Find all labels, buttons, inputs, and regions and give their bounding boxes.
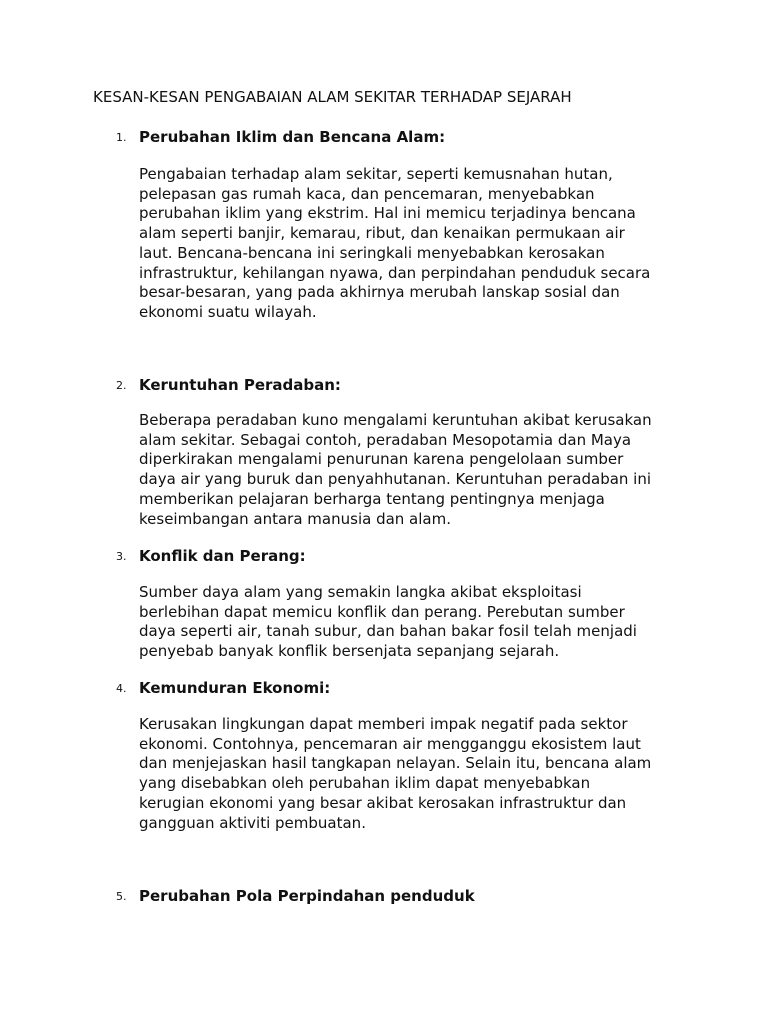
- paragraph-line: yang disebabkan oleh perubahan iklim dapat menyebabkan: [139, 774, 591, 793]
- section-heading: Perubahan Pola Perpindahan penduduk: [139, 887, 475, 905]
- paragraph-line: berlebihan dapat memicu konflik dan perang. Perebutan sumber: [139, 602, 625, 621]
- paragraph-line: ekonomi. Contohnya, pencemaran air mengganggu ekosistem laut: [139, 734, 641, 753]
- section-heading: Kemunduran Ekonomi:: [139, 679, 331, 697]
- list-number: 5.: [116, 890, 127, 903]
- paragraph-line: penyebab banyak konflik bersenjata sepanjang sejarah.: [139, 642, 560, 661]
- section-paragraph: [139, 715, 699, 833]
- section-heading: Keruntuhan Peradaban:: [139, 376, 341, 394]
- paragraph-line: alam seperti banjir, kemarau, ribut, dan kenaikan permukaan air: [139, 224, 625, 243]
- paragraph-line: daya air yang buruk dan penyahhutanan. Keruntuhan peradaban ini: [139, 470, 652, 489]
- list-number: 1.: [116, 131, 127, 144]
- paragraph-line: pelepasan gas rumah kaca, dan pencemaran, menyebabkan: [139, 184, 595, 203]
- paragraph-line: memberikan pelajaran berharga tentang pentingnya menjaga: [139, 489, 605, 508]
- paragraph-line: dan menjejaskan hasil tangkapan nelayan. Selain itu, bencana alam: [139, 754, 652, 773]
- paragraph-line: perubahan iklim yang ekstrim. Hal ini memicu terjadinya bencana: [139, 204, 636, 223]
- paragraph-line: Kerusakan lingkungan dapat memberi impak negatif pada sektor: [139, 715, 628, 733]
- paragraph-line: alam sekitar. Sebagai contoh, peradaban Mesopotamia dan Maya: [139, 430, 632, 449]
- list-number: 3.: [116, 550, 127, 563]
- list-number: 2.: [116, 379, 127, 392]
- document-title: KESAN-KESAN PENGABAIAN ALAM SEKITAR TERHADAP SEJARAH: [93, 88, 572, 106]
- paragraph-line: keseimbangan antara manusia dan alam.: [139, 509, 451, 528]
- paragraph-line: ekonomi suatu wilayah.: [139, 302, 317, 321]
- paragraph-line: Sumber daya alam yang semakin langka akibat eksploitasi: [139, 583, 582, 601]
- section-heading: Perubahan Iklim dan Bencana Alam:: [139, 128, 446, 146]
- paragraph-line: kerugian ekonomi yang besar akibat kerosakan infrastruktur dan: [139, 793, 627, 812]
- section-paragraph: [139, 583, 699, 662]
- paragraph-line: infrastruktur, kehilangan nyawa, dan perpindahan penduduk secara: [139, 263, 651, 282]
- paragraph-line: daya seperti air, tanah subur, dan bahan bakar fosil telah menjadi: [139, 622, 637, 641]
- list-number: 4.: [116, 682, 127, 695]
- paragraph-line: Beberapa peradaban kuno mengalami keruntuhan akibat kerusakan: [139, 411, 652, 429]
- section-paragraph: [139, 165, 699, 323]
- paragraph-line: diperkirakan mengalami penurunan karena pengelolaan sumber: [139, 450, 624, 469]
- paragraph-line: besar-besaran, yang pada akhirnya merubah lanskap sosial dan: [139, 283, 620, 302]
- section-heading: Konflik dan Perang:: [139, 547, 306, 565]
- paragraph-line: gangguan aktiviti pembuatan.: [139, 813, 366, 832]
- paragraph-line: laut. Bencana-bencana ini seringkali menyebabkan kerosakan: [139, 243, 605, 262]
- paragraph-line: Pengabaian terhadap alam sekitar, seperti kemusnahan hutan,: [139, 165, 613, 183]
- section-paragraph: [139, 411, 699, 529]
